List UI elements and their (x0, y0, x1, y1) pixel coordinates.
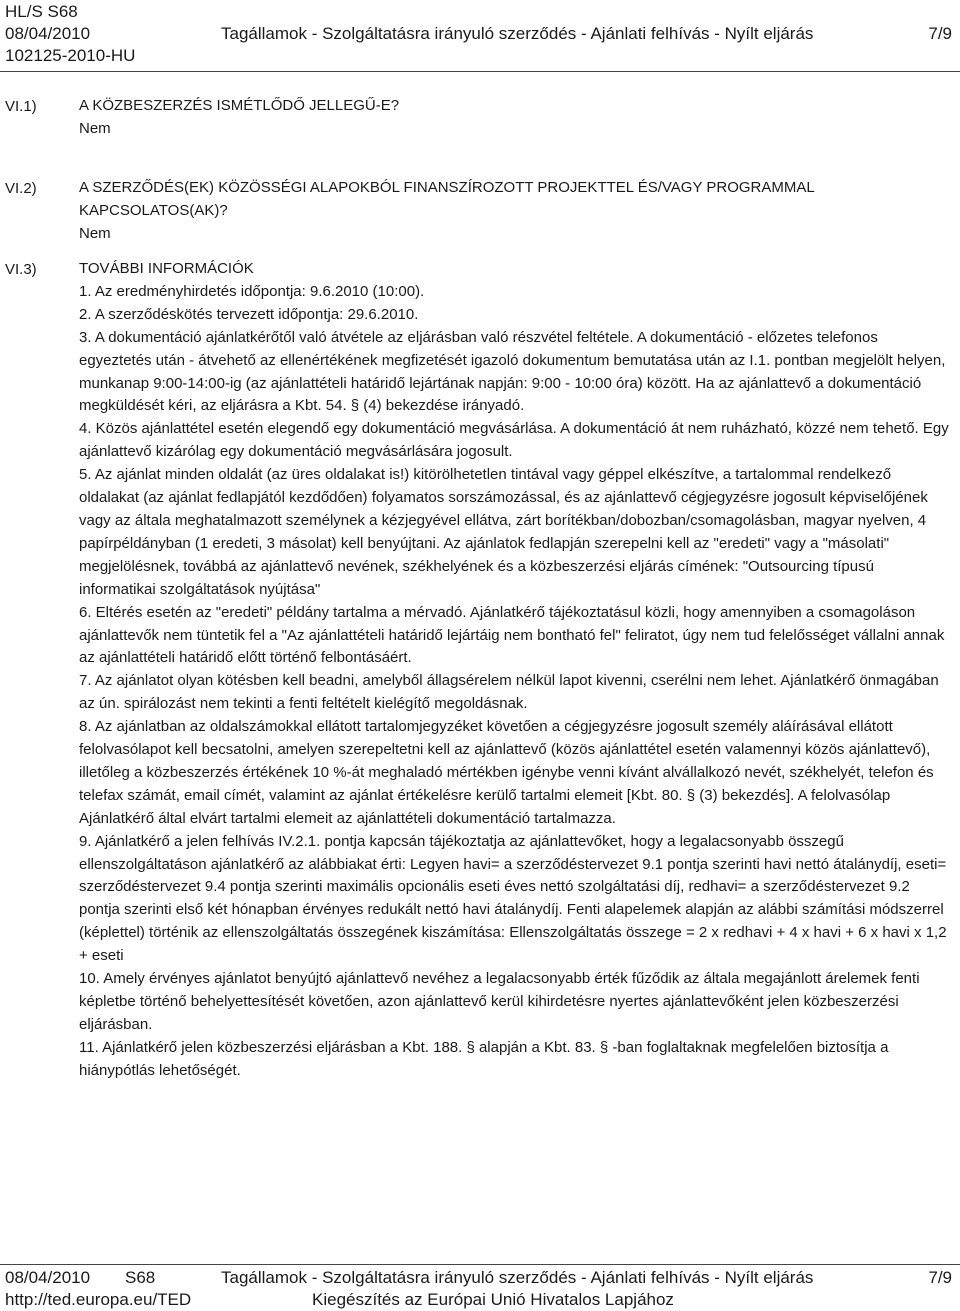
info-item-1: 1. Az eredményhirdetés időpontja: 9.6.2010 (10:00). (79, 282, 425, 300)
notice-id: 102125-2010-HU (5, 46, 136, 65)
footer-publisher: Kiegészítés az Európai Unió Hivatalos Lapjához (312, 1290, 674, 1309)
section-heading: A KÖZBESZERZÉS ISMÉTLŐDŐ JELLEGŰ-E? (79, 97, 400, 114)
page-header (0, 0, 960, 70)
footer-title: Tagállamok - Szolgáltatásra irányuló szerződés - Ajánlati felhívás - Nyílt eljárás (221, 1268, 814, 1287)
section-vi1 (79, 95, 949, 141)
section-number-vi2: VI.2) (5, 180, 37, 197)
section-answer: Nem (79, 224, 111, 242)
footer-url[interactable]: http://ted.europa.eu/TED (5, 1290, 192, 1309)
section-heading: A SZERZŐDÉS(EK) KÖZÖSSÉGI ALAPOKBÓL FINANSZÍROZOTT PROJEKTTEL ÉS/VAGY PROGRAMMAL KAPCSOLATOS(AK)? (79, 179, 815, 219)
page-footer (0, 1264, 960, 1311)
section-vi3 (79, 258, 949, 1083)
section-answer: Nem (79, 119, 111, 137)
doc-code: HL/S S68 (5, 2, 78, 21)
section-number-vi1: VI.1) (5, 98, 37, 115)
header-divider (0, 71, 960, 72)
info-item-7: 7. Az ajánlatot olyan kötésben kell beadni, amelyből állagsérelem nélkül lapot kivenni, cserélni nem lehet. Ajánlatkérő önmagában az ún. spirálozást nem tekinti a fenti feltételt kielégítő megoldásnak. (79, 672, 939, 713)
footer-series: S68 (125, 1268, 156, 1287)
info-item-5: 5. Az ajánlat minden oldalát (az üres oldalakat is!) kitörölhetetlen tintával vagy géppel elkészítve, a tartalommal rendelkező oldalakat (az ajánlat fedlapjától kezdődően) folyamatos sorszámozással, és az ajánlattevő cégjegyzésre jogosult képviselőjének vagy az általa meghatalmazott személynek a kézjegyével ellátva, zárt borítékban/dobozban/csomagolásban, magyar nyelven, 4 papírpéldányban (1 eredeti, 3 másolat) kell benyújtani. Az ajánlatok fedlapján szerepelni kell az "eredeti" vagy a "másolati" megjelölésnek, továbbá az ajánlattevő nevének, székhelyének és a közbeszerzési eljárás címének: "Outsourcing típusú informatikai szolgáltatások nyújtása" (79, 466, 928, 598)
info-item-3: 3. A dokumentáció ajánlatkérőtől való átvétele az eljárásban való részvétel feltétele. A dokumentáció - előzetes telefonos egyeztetés után - átvehető az ellenértékének megfizetését igazoló dokumentum bemutatása után az I.1. pontban megjelölt helyen, munkanap 9:00-14:00-ig (az ajánlattételi határidő lejártának napján: 9:00 - 10:00 óra) között. Ha az ajánlattevő a dokumentáció megküldését kéri, az eljárásra a Kbt. 54. § (4) bekezdése irányadó. (79, 328, 946, 415)
section-vi2 (79, 177, 949, 246)
header-title: Tagállamok - Szolgáltatásra irányuló szerződés - Ajánlati felhívás - Nyílt eljárás (221, 24, 814, 43)
info-item-11: 11. Ajánlatkérő jelen közbeszerzési eljárásban a Kbt. 188. § alapján a Kbt. 83. § -ban foglaltaknak megfelelően biztosítja a hiánypótlás lehetőségét. (79, 1038, 889, 1079)
info-item-10: 10. Amely érvényes ajánlatot benyújtó ajánlattevő nevéhez a legalacsonyabb érték fűződik az általa megajánlott árelemek fenti képletbe történő behelyettesítését követően, azon ajánlattevő kerül kihirdetésre nyertes ajánlattevőként jelen közbeszerzési eljárásban. (79, 970, 920, 1033)
info-item-4: 4. Közös ajánlattétel esetén elegendő egy dokumentáció megvásárlása. A dokumentáció át nem ruházható, közzé nem tehető. Egy ajánlattevő kizárólag egy dokumentáció megvásárlására jogosult. (79, 420, 949, 461)
header-date: 08/04/2010 (5, 24, 91, 43)
footer-page-number: 7/9 (928, 1268, 952, 1287)
info-item-2: 2. A szerződéskötés tervezett időpontja: 29.6.2010. (79, 305, 419, 323)
header-page-number: 7/9 (928, 24, 952, 43)
section-title: TOVÁBBI INFORMÁCIÓK (79, 260, 254, 277)
info-item-6: 6. Eltérés esetén az "eredeti" példány tartalma a mérvadó. Ajánlatkérő tájékoztatásul közli, hogy amennyiben a csomagoláson ajánlattevők nem tüntetik fel a "Az ajánlattételi határidő lejártáig nem bontható fel" feliratot, úgy nem tud felelősséget vállalni annak az ajánlattételi határidő előtt történő felbontásáért. (79, 603, 945, 667)
footer-date: 08/04/2010 (5, 1268, 91, 1287)
info-item-9: 9. Ajánlatkérő a jelen felhívás IV.2.1. pontja kapcsán tájékoztatja az ajánlattevőket, hogy a legalacsonyabb összegű ellenszolgáltatáson ajánlatkérő az alábbiakat érti: Legyen havi= a szerződéstervezet 9.1 pontja szerinti havi nettó átalánydíj, eseti= szerződéstervezet 9.4 pontja szerinti maximális opcionális eseti éves nettó szolgáltatási díj, redhavi= a szerződéstervezet 9.2 pontja szerinti első két hónapban érvényes redukált nettó havi átalánydíj. Fenti alapelemek alapján az alábbi számítási módszerrel (képlettel) történik az ellenszolgáltatás összegének kiszámítása: Ellenszolgáltatás összege = 2 x redhavi + 4 x havi + 6 x havi x 1,2 + eseti (79, 832, 947, 965)
info-item-8: 8. Az ajánlatban az oldalszámokkal ellátott tartalomjegyzéket követően a cégjegyzésre jogosult személy aláírásával ellátott felolvasólapot kell becsatolni, amelyen szerepeltetni kell az ajánlattevő (közös ajánlattétel esetén valamennyi közös ajánlattevő), illetőleg a közbeszerzés értékének 10 %-át meghaladó mértékben igénybe venni kívánt alvállalkozó nevét, székhelyét, telefon és telefax számát, email címét, valamint az ajánlat értékelésre kerülő tartalmi elemeit [Kbt. 80. § (3) bekezdés]. A felolvasólap Ajánlatkérő által elvárt tartalmi elemeit az ajánlattételi dokumentáció tartalmazza. (79, 718, 934, 827)
section-number-vi3: VI.3) (5, 261, 37, 278)
